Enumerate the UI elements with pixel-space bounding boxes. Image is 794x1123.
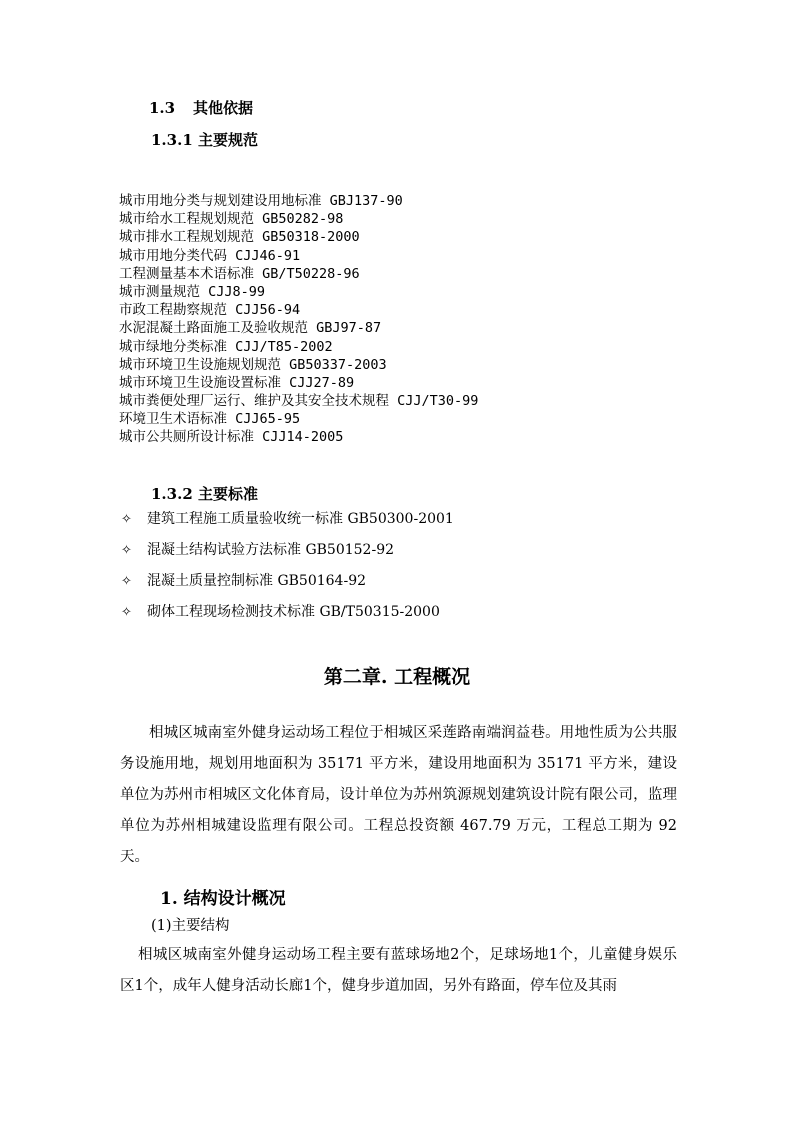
- standard-text: 混凝土结构试验方法标准 GB50152-92: [147, 542, 395, 558]
- standards-list: [121, 508, 454, 632]
- section-1-3-2-heading: 1.3.2 主要标准: [151, 485, 258, 503]
- spec-item: 城市用地分类与规划建设用地标准 GBJ137-90: [119, 193, 403, 209]
- standard-item: [121, 539, 454, 570]
- section-title: 其他依据: [193, 99, 254, 117]
- spec-item: 城市给水工程规划规范 GB50282-98: [119, 211, 344, 228]
- spec-item: 城市环境卫生设施设置标准 CJJ27-89: [119, 374, 355, 391]
- section-1-heading: 1. 结构设计概况: [160, 889, 286, 909]
- standard-item: [121, 601, 454, 632]
- spec-item: 水泥混凝土路面施工及验收规范 GBJ97-87: [119, 320, 382, 337]
- standard-text: 建筑工程施工质量验收统一标准 GB50300-2001: [147, 511, 454, 527]
- overview-paragraph: 相城区城南室外健身运动场工程位于相城区采莲路南端润益巷。用地性质为公共服务设施用地，规划用地面积为 35171 平方米，建设用地面积为 35171 平方米，建设单位为苏州市相城区文化体育局，设计单位为苏州筑源规划建筑设计院有限公司，监理单位为苏州相城建设监理有限公司。工程总投资额 467.79 万元，工程总工期为 92 天。: [120, 725, 677, 865]
- spec-item: 工程测量基本术语标准 GB/T50228-96: [119, 265, 360, 282]
- spec-item: 城市测量规范 CJJ8-99: [119, 283, 266, 300]
- spec-list: [119, 192, 478, 447]
- spec-item: 城市公共厕所设计标准 CJJ14-2005: [119, 429, 344, 446]
- section-1-3-1-heading: 1.3.1 主要规范: [151, 131, 258, 149]
- spec-item: 市政工程勘察规范 CJJ56-94: [119, 302, 301, 319]
- section-number: 1.3: [149, 99, 176, 117]
- structure-paragraph: 相城区城南室外健身运动场工程主要有蓝球场地2个，足球场地1个，儿童健身娱乐区1个，成年人健身活动长廊1个，健身步道加固，另外有路面，停车位及其雨: [120, 947, 677, 994]
- diamond-bullet-icon: ✧: [121, 574, 132, 589]
- diamond-bullet-icon: ✧: [121, 605, 132, 620]
- spec-item: 城市环境卫生设施规划规范 GB50337-2003: [119, 356, 387, 373]
- standard-item: [121, 508, 454, 539]
- standard-item: [121, 570, 454, 601]
- diamond-bullet-icon: ✧: [121, 512, 132, 527]
- spec-item: 城市粪便处理厂运行、维护及其安全技术规程 CJJ/T30-99: [119, 393, 479, 410]
- diamond-bullet-icon: ✧: [121, 543, 132, 558]
- standard-text: 混凝土质量控制标准 GB50164-92: [147, 573, 367, 589]
- section-1-3-heading: [149, 97, 253, 118]
- chapter-2-title: 第二章. 工程概况: [323, 666, 471, 688]
- spec-item: 城市排水工程规划规范 GB50318-2000: [119, 229, 360, 246]
- spec-item: 城市绿地分类标准 CJJ/T85-2002: [119, 338, 333, 355]
- subsection-heading: (1)主要结构: [151, 918, 230, 934]
- spec-item: 城市用地分类代码 CJJ46-91: [119, 247, 301, 264]
- standard-text: 砌体工程现场检测技术标准 GB/T50315-2000: [147, 604, 440, 620]
- spec-item: 环境卫生术语标准 CJJ65-95: [119, 411, 301, 428]
